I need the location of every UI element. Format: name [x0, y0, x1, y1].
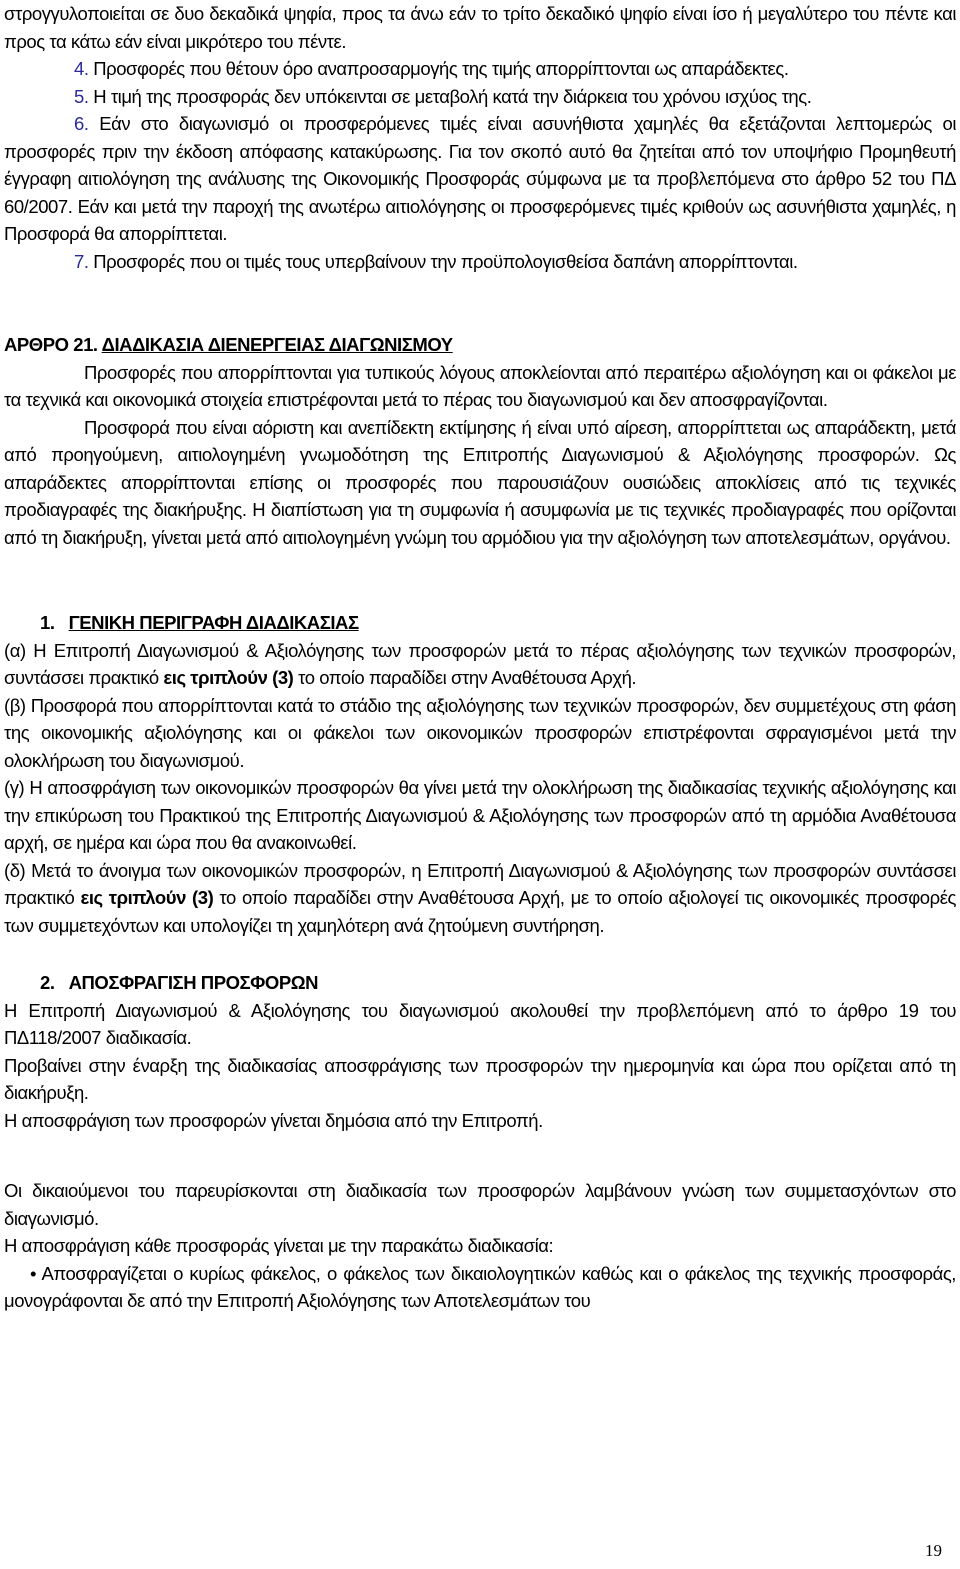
- spacer: [4, 1134, 956, 1177]
- list-item-4: 4. Προσφορές που θέτουν όρο αναπροσαρμογής της τιμής απορρίπτονται ως απαράδεκτες.: [74, 58, 789, 79]
- page-number: 19: [925, 1541, 942, 1560]
- spacer: [4, 275, 956, 331]
- article-title: ΔΙΑΔΙΚΑΣΙΑ ΔΙΕΝΕΡΓΕΙΑΣ ΔΙΑΓΩΝΙΣΜΟΥ: [101, 334, 453, 355]
- spacer: [4, 551, 956, 609]
- item-number: 5.: [74, 85, 89, 107]
- list-item-5: 5. Η τιμή της προσφοράς δεν υπόκεινται σε μεταβολή κατά την διάρκεια του χρόνου ισχύος της.: [74, 85, 812, 107]
- section-2-title: ΑΠΟΣΦΡΑΓΙΣΗ ΠΡΟΣΦΟΡΩΝ: [68, 972, 319, 993]
- document-page: [4, 0, 956, 1569]
- item-number: 6.: [74, 113, 89, 134]
- list-item-7: 7. Προσφορές που οι τιμές τους υπερβαίνουν την προϋπολογισθείσα δαπάνη απορρίπτονται.: [74, 250, 798, 272]
- item-number: 4.: [74, 58, 89, 79]
- bullet-item: • Αποσφραγίζεται ο κυρίως φάκελος, ο φάκελος των δικαιολογητικών καθώς και ο φάκελος της τεχνικής προσφοράς, μονογράφονται δε από την Επιτροπή Αξιολόγησης των Αποτελεσμάτων του: [4, 1262, 956, 1311]
- section-2-paragraph-2: Προβαίνει στην έναρξη της διαδικασίας αποσφράγισης των προσφορών την ημερομηνία και ώρα που ορίζεται από τη διακήρυξη.: [4, 1054, 956, 1103]
- section-2-heading: 2. ΑΠΟΣΦΡΑΓΙΣΗ ΠΡΟΣΦΟΡΩΝ: [40, 972, 319, 993]
- section-1-title: ΓΕΝΙΚΗ ΠΕΡΙΓΡΑΦΗ ΔΙΑΔΙΚΑΣΙΑΣ: [68, 612, 359, 633]
- section-1-item-a: (α) Η Επιτροπή Διαγωνισμού & Αξιολόγησης των προσφορών μετά το πέρας αξιολόγησης των τεχνικών προσφορών, συντάσσει πρακτικό εις τριπλούν (3) το οποίο παραδίδει στην Αναθέτουσα Αρχή.: [4, 639, 956, 688]
- section-1-item-b: (β) Προσφορά που απορρίπτονται κατά το στάδιο της αξιολόγησης των τεχνικών προσφορών, δεν συμμετέχους στη φάση της οικονομικής αξιολόγησης και οι φάκελοι των οικονομικών προσφορών επιστρέφονται σφραγισμένοι μετά την ολοκλήρωση του διαγωνισμού.: [4, 694, 956, 771]
- article-paragraph-1: Προσφορές που απορρίπτονται για τυπικούς λόγους αποκλείονται από περαιτέρω αξιολόγηση και οι φάκελοι με τα τεχνικά και οικονομικά στοιχεία επιστρέφονται μετά το πέρας του διαγωνισμού και δεν αποσφραγίζονται.: [4, 361, 956, 410]
- item-number: 7.: [74, 250, 89, 272]
- section-2-paragraph-1: Η Επιτροπή Διαγωνισμού & Αξιολόγησης του διαγωνισμού ακολουθεί την προβλεπόμενη από το άρθρο 19 του ΠΔ118/2007 διαδικασία.: [4, 999, 956, 1048]
- paragraph-rounding: στρογγυλοποιείται σε δυο δεκαδικά ψηφία, προς τα άνω εάν το τρίτο δεκαδικό ψηφίο είναι ίσο ή μεγαλύτερο του πέντε και προς τα κάτω εάν είναι μικρότερο του πέντε.: [4, 3, 956, 52]
- section-1-heading: 1. ΓΕΝΙΚΗ ΠΕΡΙΓΡΑΦΗ ΔΙΑΔΙΚΑΣΙΑΣ: [40, 612, 359, 633]
- list-item-6: 6. Εάν στο διαγωνισμό οι προσφερόμενες τιμές είναι ασυνήθιστα χαμηλές θα εξετάζονται λεπτομερώς οι προσφορές πριν την έκδοση απόφασης κατακύρωσης. Για τον σκοπό αυτό θα ζητείται από τον υποψήφιο Προμηθευτή έγγραφη αιτιολόγηση της ανάλυσης της Οικονομικής Προσφοράς σύμφωνα με τα προβλεπόμενα στο άρθρο 52 του ΠΔ 60/2007. Εάν και μετά την παροχή της ανωτέρω αιτιολόγησης οι προσφερόμενες τιμές κριθούν ως ασυνήθιστα χαμηλές, η Προσφορά θα απορρίπτεται.: [4, 113, 956, 244]
- section-2-paragraph-5: Η αποσφράγιση κάθε προσφοράς γίνεται με την παρακάτω διαδικασία:: [4, 1235, 554, 1256]
- article-paragraph-2: Προσφορά που είναι αόριστη και ανεπίδεκτη εκτίμησης ή είναι υπό αίρεση, απορρίπτεται ως απαράδεκτη, μετά από προηγούμενη, αιτιολογημένη γνωμοδότηση της Επιτροπής Διαγωνισμού & Αξιολόγησης προσφορών. Ως απαράδεκτες απορρίπτονται επίσης οι προσφορές που παρουσιάζουν ουσιώδεις αποκλίσεις από τις τεχνικές προδιαγραφές της διακήρυξης. Η διαπίστωση για τη συμφωνία ή ασυμφωνία με τις τεχνικές προδιαγραφές που ορίζονται από τη διακήρυξη, γίνεται μετά από αιτιολογημένη γνώμη του αρμόδιου για την αξιολόγηση των αποτελεσμάτων, οργάνου.: [4, 416, 956, 548]
- section-2-paragraph-4: Οι δικαιούμενοι του παρευρίσκονται στη διαδικασία των προσφορών λαμβάνουν γνώση των συμμετασχόντων στο διαγωνισμό.: [4, 1180, 956, 1229]
- spacer: [4, 939, 956, 969]
- section-1-item-c: (γ) Η αποσφράγιση των οικονομικών προσφορών θα γίνει μετά την ολοκλήρωση της διαδικασίας τεχνικής αξιολόγησης και την επικύρωση του Πρακτικού της Επιτροπής Διαγωνισμού & Αξιολόγησης των προσφορών από τη αρμόδια Αναθέτουσα αρχή, σε ημέρα και ώρα που θα ανακοινωθεί.: [4, 777, 956, 853]
- section-2-paragraph-3: Η αποσφράγιση των προσφορών γίνεται δημόσια από την Επιτροπή.: [4, 1109, 543, 1131]
- section-1-item-d: (δ) Μετά το άνοιγμα των οικονομικών προσφορών, η Επιτροπή Διαγωνισμού & Αξιολόγησης των προσφορών συντάσσει πρακτικό εις τριπλούν (3) το οποίο παραδίδει στην Αναθέτουσα Αρχή, με το οποίο αξιολογεί τις οικονομικές προσφορές των συμμετεχόντων και υπολογίζει τη χαμηλότερη ανά ζητούμενη συντήρηση.: [4, 859, 956, 936]
- article-heading: ΑΡΘΡΟ 21. ΔΙΑΔΙΚΑΣΙΑ ΔΙΕΝΕΡΓΕΙΑΣ ΔΙΑΓΩΝΙΣΜΟΥ: [4, 334, 453, 355]
